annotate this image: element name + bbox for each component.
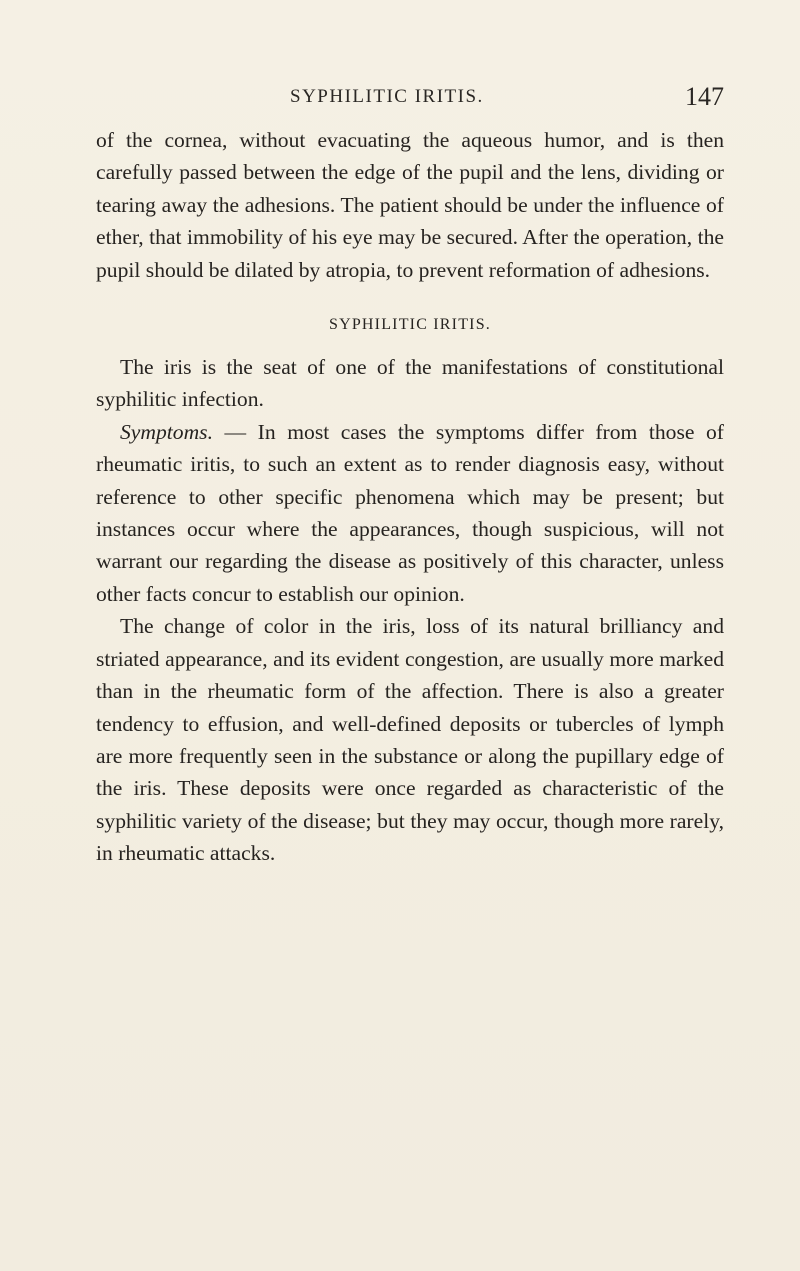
symptoms-text: — In most cases the symptoms differ from those of rheumatic iritis, to such an extent as to render diagnosis easy, without reference to other specific phenomena which may be present; but instances occur where the appearances, though suspicious, will not warrant our regarding the disease as positively of this character, unless other facts concur to establish our opinion. [96,419,724,606]
paragraph-color-change: The change of color in the iris, loss of its natural brilliancy and striated appearance, and its evident congestion, are usually more marked than in the rheumatic form of the affection. There is also a greater tendency to effusion, and well-defined deposits or tubercles of lymph are more frequently seen in the substance or along the pupillary edge of the iris. These deposits were once regarded as characteristic of the syphilitic variety of the disease; but they may occur, though more rarely, in rheumatic attacks. [96,614,724,866]
paragraph-intro: The iris is the seat of one of the manifestations of constitutional syphilitic infection. [96,355,724,412]
body-text [96,124,724,870]
running-head [96,82,724,116]
page-number: 147 [685,82,724,111]
symptoms-lead: Symptoms. [120,419,213,444]
paragraph-continuation: of the cornea, without evacuating the aqueous humor, and is then carefully passed between the edge of the pupil and the lens, dividing or tearing away the adhesions. The patient should be under the influence of ether, that immobility of his eye may be secured. After the operation, the pupil should be dilated by atropia, to prevent reformation of adhesions. [96,128,724,282]
running-title: SYPHILITIC IRITIS. [290,86,484,107]
section-heading: SYPHILITIC IRITIS. [328,316,492,334]
paragraph-symptoms [96,416,724,610]
